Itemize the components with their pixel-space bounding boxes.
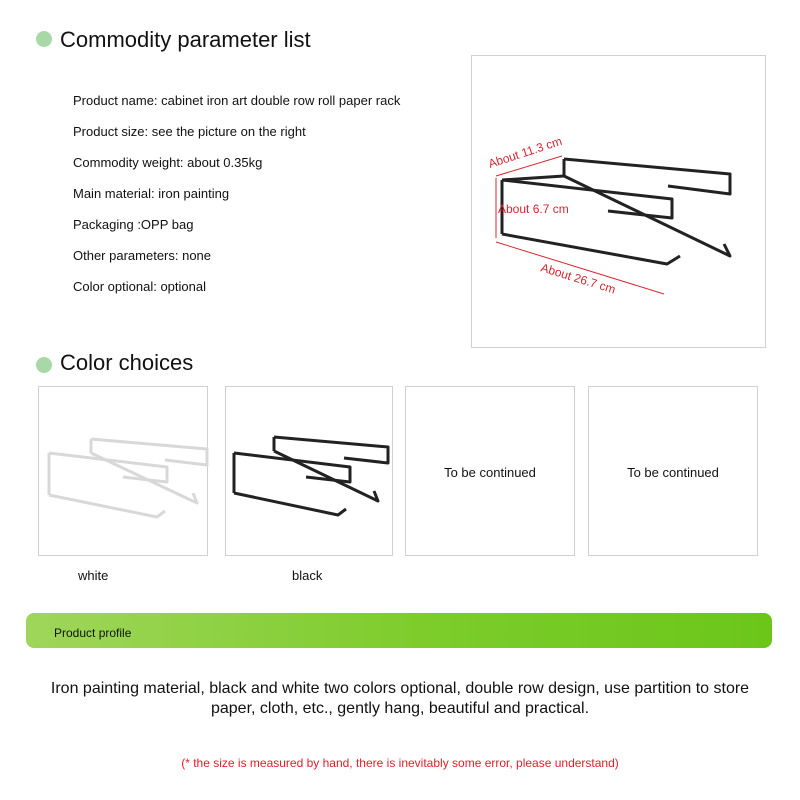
placeholder-text: To be continued [627,465,719,480]
size-diagram-frame [471,55,766,348]
param-list [73,92,400,309]
param-weight: Commodity weight: about 0.35kg [73,155,263,170]
color-option-placeholder-2[interactable] [588,386,758,556]
size-diagram [472,56,767,349]
param-other: Other parameters: none [73,248,212,263]
section-bullet-icon [36,31,52,47]
rack-white-icon [39,387,209,557]
params-section-title: Commodity parameter list [60,27,311,52]
section-bullet-icon [36,357,52,373]
color-option-white[interactable] [38,386,208,556]
color-label-black: black [292,568,323,583]
product-profile-band [26,613,772,648]
dimension-length-label: About 26.7 cm [539,260,618,297]
product-profile-label: Product profile [54,626,132,640]
color-option-placeholder-1[interactable] [405,386,575,556]
param-color-optional: Color optional: optional [73,279,206,294]
product-description: Iron painting material, black and white two colors optional, double row design, use partition to store paper, cloth, etc., gently hang, beautiful and practical. [50,680,750,717]
param-packaging: Packaging :OPP bag [73,217,194,232]
rack-black-icon [226,387,394,557]
dimension-height-label: About 6.7 cm [498,202,569,216]
param-material: Main material: iron painting [73,186,230,201]
colors-section-title: Color choices [60,350,194,375]
color-label-white: white [78,568,109,583]
color-option-black[interactable] [225,386,393,556]
dimension-width-label: About 11.3 cm [486,133,564,171]
param-product-name: Product name: cabinet iron art double row roll paper rack [73,93,401,108]
placeholder-text: To be continued [444,465,536,480]
measurement-note: (* the size is measured by hand, there is inevitably some error, please understand) [181,756,619,770]
param-product-size: Product size: see the picture on the right [73,124,306,139]
